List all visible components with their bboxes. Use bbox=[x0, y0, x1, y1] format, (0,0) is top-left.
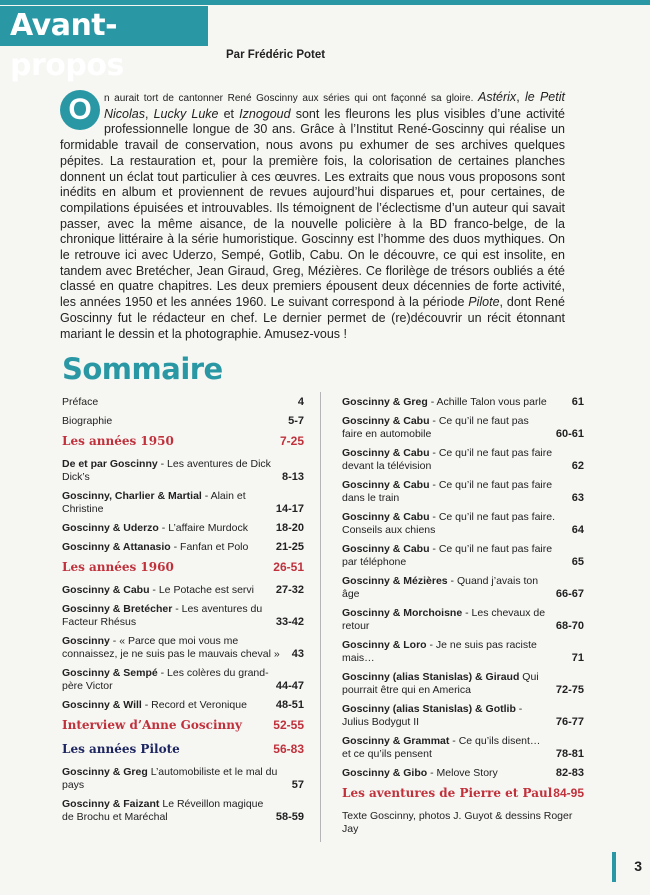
toc-entry-title: - Quand j’avais ton âge bbox=[342, 575, 539, 600]
toc-entry bbox=[62, 798, 304, 824]
toc-entry-authors: Goscinny & Cabu bbox=[62, 584, 150, 596]
toc-left-column bbox=[62, 396, 304, 830]
toc-entry-title: - Le Potache est servi bbox=[149, 584, 254, 596]
toc-entry-title: - Les aventures du Facteur Rhésus bbox=[62, 603, 263, 628]
toc-section-heading bbox=[62, 718, 304, 732]
toc-entry bbox=[342, 671, 584, 697]
toc-entry-title: - Ce qu’il ne faut pas faire dans le train bbox=[342, 479, 553, 504]
toc-entry-authors: Goscinny & Cabu bbox=[342, 511, 430, 523]
toc-entry-title: - Record et Veronique bbox=[141, 699, 247, 711]
toc-entry-authors: Goscinny & Loro bbox=[342, 639, 427, 651]
toc-entry-pages: 58-59 bbox=[275, 811, 304, 823]
toc-section-pages: 7-25 bbox=[279, 434, 304, 448]
toc-entry bbox=[342, 396, 584, 409]
toc-entry bbox=[62, 699, 304, 712]
toc-entry bbox=[62, 522, 304, 535]
toc-entry-title: - Julius Bodygut II bbox=[342, 703, 523, 728]
toc-entry-pages: 4 bbox=[297, 396, 304, 408]
toc-entry-title: - Melove Story bbox=[427, 767, 498, 779]
toc-entry-pages: 14-17 bbox=[275, 503, 304, 515]
toc-entry-authors: Goscinny & Morchoisne bbox=[342, 607, 463, 619]
toc-entry-pages: 33-42 bbox=[275, 616, 304, 628]
toc-entry bbox=[62, 490, 304, 516]
toc-entry bbox=[62, 415, 304, 428]
toc-entry-pages: 82-83 bbox=[555, 767, 584, 779]
foreword-italic-pilote: Pilote bbox=[468, 295, 500, 310]
toc-section-pages: 84-95 bbox=[553, 786, 584, 800]
toc-entry bbox=[342, 767, 584, 780]
toc-entry-title: Préface bbox=[62, 396, 99, 408]
toc-entry bbox=[342, 735, 584, 761]
toc-entry-pages: 66-67 bbox=[555, 588, 584, 600]
toc-entry-title: - L’affaire Murdock bbox=[158, 522, 248, 534]
toc-entry-authors: Goscinny & Grammat bbox=[342, 735, 450, 747]
toc-entry-pages: 21-25 bbox=[275, 541, 304, 553]
foreword-italic-asterix: Astérix bbox=[477, 90, 517, 104]
foreword-italic-iznogoud: Iznogoud bbox=[239, 106, 291, 121]
toc-entry-authors: Goscinny & Cabu bbox=[342, 543, 430, 555]
toc-entry-authors: Goscinny & Cabu bbox=[342, 447, 430, 459]
dropcap: O bbox=[60, 90, 100, 130]
foreword-italic-nicolas: le Petit Nicolas bbox=[104, 90, 565, 121]
page-number-bar bbox=[612, 852, 616, 882]
toc-entry-pages: 64 bbox=[571, 524, 584, 536]
toc-entry bbox=[342, 447, 584, 473]
foreword-italic-lucky: Lucky Luke bbox=[153, 106, 219, 121]
toc-entry-authors: Goscinny & Uderzo bbox=[62, 522, 159, 534]
toc-entry-authors: Goscinny & Cabu bbox=[342, 479, 430, 491]
foreword-body: sont les fleurons les plus visibles d’une activité professionnelle longue de 30 ans. Grâce à l’Institut René-Goscinny qui réalise un formidable travail de conservation, nous avons pu exhumer de ses archives quelques pépites. La restauration et, pour la première fois, la colorisation de certaines planches donnent un éclat tout particulier à ces œuvres. Les extraits que nous vous proposons sont inédits en album et proviennent de revues aujourd’hui disparues et, pour certaines, de compilations épuisées et introuvables. Ils témoignent de l’éclectisme d’un auteur qui savait passer, avec la même aisance, de la nouvelle policière à la BD franco-belge, de la chronique littéraire à la série humoristique. Goscinny est l’homme des duos mythiques. On le retrouve ici avec Uderzo, Sempé, Gotlib, Cabu. On le découvre, ce qui est insolite, en tandem avec Bretécher, Jean Giraud, Greg, Mézières. Ce florilège de trésors oubliés a été classé en quatre chapitres. Les deux premiers épousent deux décennies de forte activité, les années 1950 et les années 1960. Le suivant correspond à la période bbox=[60, 106, 566, 310]
toc-entry-pages: 65 bbox=[571, 556, 584, 568]
toc-section-heading bbox=[62, 434, 304, 448]
toc-entry bbox=[62, 667, 304, 693]
toc-entry-authors: Goscinny (alias Stanislas) & Gotlib bbox=[342, 703, 516, 715]
toc-section-title: Interview d’Anne Goscinny bbox=[62, 718, 242, 732]
toc-entry bbox=[62, 603, 304, 629]
toc-entry-authors: Goscinny & Faizant bbox=[62, 798, 160, 810]
toc-entry-title: - Les colères du grand-père Victor bbox=[62, 667, 269, 692]
toc-entry-authors: Goscinny, Charlier & Martial bbox=[62, 490, 202, 502]
toc-entry-title: - Achille Talon vous parle bbox=[427, 396, 547, 408]
toc-entry bbox=[62, 396, 304, 409]
toc-entry bbox=[342, 479, 584, 505]
toc-entry bbox=[342, 543, 584, 569]
toc-entry bbox=[62, 541, 304, 554]
toc-entry bbox=[342, 607, 584, 633]
sommaire-heading: Sommaire bbox=[62, 352, 223, 386]
toc-entry bbox=[342, 415, 584, 441]
toc-entry-title: - Je ne suis pas raciste mais… bbox=[342, 639, 537, 664]
toc-entry-pages: 57 bbox=[291, 779, 304, 791]
toc-entry-title: Qui pourrait être qui en America bbox=[342, 671, 539, 696]
top-accent-strip bbox=[0, 0, 650, 5]
toc-entry bbox=[342, 575, 584, 601]
punct: et bbox=[218, 106, 240, 121]
toc-section-title: Les années Pilote bbox=[62, 742, 180, 756]
toc-entry-pages: 8-13 bbox=[281, 471, 304, 483]
toc-entry-authors: Goscinny & Will bbox=[62, 699, 142, 711]
toc-entry-title: - Les aventures de Dick Dick’s bbox=[62, 458, 271, 483]
toc-entry-title: Texte Goscinny, photos J. Guyot & dessins Roger Jay bbox=[342, 810, 573, 835]
toc-entry-title: L’automobiliste et le mal du pays bbox=[62, 766, 278, 791]
punct: , bbox=[145, 106, 154, 121]
toc-entry bbox=[342, 639, 584, 665]
foreword-text bbox=[60, 90, 565, 342]
toc-entry-title: Biographie bbox=[62, 415, 113, 427]
toc-entry-pages: 27-32 bbox=[275, 584, 304, 596]
toc-entry bbox=[62, 766, 304, 792]
toc-entry-pages: 44-47 bbox=[275, 680, 304, 692]
toc-entry-title: - Les chevaux de retour bbox=[342, 607, 546, 632]
toc-entry-pages: 18-20 bbox=[275, 522, 304, 534]
toc-section-heading bbox=[62, 560, 304, 574]
toc-entry-pages: 68-70 bbox=[555, 620, 584, 632]
toc-entry-pages: 48-51 bbox=[275, 699, 304, 711]
toc-entry-authors: Goscinny & Mézières bbox=[342, 575, 448, 587]
toc-entry-authors: Goscinny & Sempé bbox=[62, 667, 158, 679]
toc-entry-title: Le Réveillon magique de Brochu et Maréchal bbox=[62, 798, 264, 823]
toc-entry-pages: 78-81 bbox=[555, 748, 584, 760]
toc-entry bbox=[62, 635, 304, 661]
author-byline: Par Frédéric Potet bbox=[226, 49, 326, 61]
toc-entry-authors: Goscinny & Greg bbox=[342, 396, 428, 408]
toc-entry bbox=[342, 810, 584, 836]
toc-entry-pages: 43 bbox=[291, 648, 304, 660]
page-title: Avant-propos bbox=[0, 6, 208, 46]
toc-section-title: Les années 1950 bbox=[62, 434, 174, 448]
toc-entry-pages: 62 bbox=[571, 460, 584, 472]
toc-entry-pages: 76-77 bbox=[555, 716, 584, 728]
toc-entry-title: - Ce qu’il ne faut pas faire. Conseils aux chiens bbox=[342, 511, 555, 536]
punct: , bbox=[516, 90, 525, 104]
toc-entry-authors: De et par Goscinny bbox=[62, 458, 158, 470]
toc-entry-authors: Goscinny bbox=[62, 635, 110, 647]
toc-section-title: Les aventures de Pierre et Paul bbox=[342, 786, 553, 800]
toc-entry-pages: 63 bbox=[571, 492, 584, 504]
toc-section-heading bbox=[62, 742, 304, 756]
foreword-tail: , dont René Goscinny fut le rédacteur en chef. Le dernier permet de (re)découvrir un récit étonnant mariant le dessin et la photographie. Amusez-vous ! bbox=[60, 295, 565, 341]
toc-section-pages: 52-55 bbox=[273, 718, 304, 732]
toc-entry-authors: Goscinny & Gibo bbox=[342, 767, 428, 779]
toc-entry-authors: Goscinny (alias Stanislas) & Giraud bbox=[342, 671, 520, 683]
toc-entry-title: - Alain et Christine bbox=[62, 490, 246, 515]
toc-section-title: Les années 1960 bbox=[62, 560, 174, 574]
toc-entry-pages: 72-75 bbox=[555, 684, 584, 696]
toc-entry-title: - Fanfan et Polo bbox=[170, 541, 249, 553]
toc-entry bbox=[342, 511, 584, 537]
toc-right-column bbox=[342, 396, 584, 842]
toc-entry-title: - Ce qu’il ne faut pas faire par téléphone bbox=[342, 543, 553, 568]
toc-entry-pages: 5-7 bbox=[288, 415, 304, 427]
toc-entry-authors: Goscinny & Attanasio bbox=[62, 541, 171, 553]
toc-entry bbox=[62, 584, 304, 597]
toc-entry bbox=[62, 458, 304, 484]
toc-entry-authors: Goscinny & Greg bbox=[62, 766, 148, 778]
toc-entry bbox=[342, 703, 584, 729]
toc-entry-authors: Goscinny & Cabu bbox=[342, 415, 430, 427]
column-divider bbox=[320, 392, 321, 842]
toc-section-heading bbox=[342, 786, 584, 800]
toc-entry-title: - Ce qu’il ne faut pas faire en automobile bbox=[342, 415, 529, 440]
foreword-lead: n aurait tort de cantonner René Goscinny aux séries qui ont façonné sa gloire. bbox=[104, 93, 478, 104]
toc-entry-pages: 60-61 bbox=[555, 428, 584, 440]
toc-section-pages: 26-51 bbox=[273, 560, 304, 574]
toc-entry-title: - Ce qu’ils disent… et ce qu’ils pensent bbox=[342, 735, 541, 760]
toc-entry-authors: Goscinny & Bretécher bbox=[62, 603, 173, 615]
page-number: 3 bbox=[634, 858, 642, 874]
toc-entry-pages: 61 bbox=[571, 396, 584, 408]
toc-section-pages: 56-83 bbox=[273, 742, 304, 756]
toc-entry-pages: 71 bbox=[571, 652, 584, 664]
toc-entry-title: - « Parce que moi vous me connaissez, je ne suis pas le mauvais cheval » bbox=[62, 635, 280, 660]
toc-entry-title: - Ce qu’il ne faut pas faire devant la télévision bbox=[342, 447, 553, 472]
